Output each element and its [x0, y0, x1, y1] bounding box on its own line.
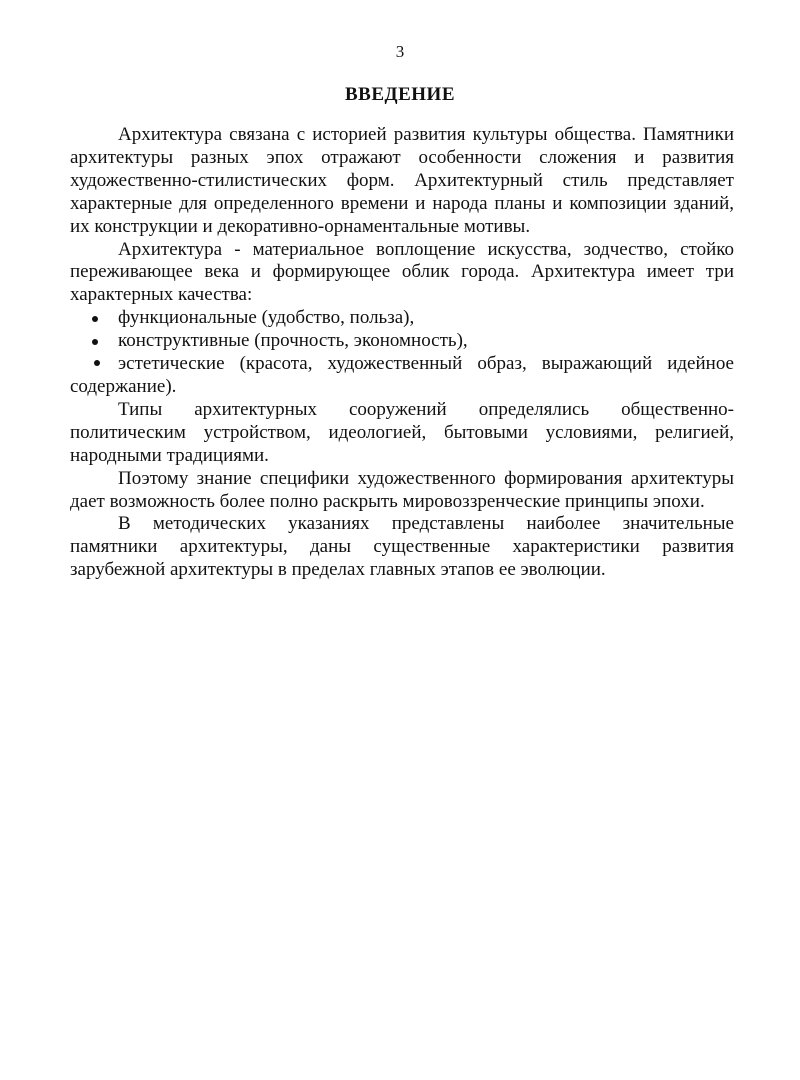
list-item-aesthetic: [70, 353, 734, 399]
paragraph-4: Поэтому знание специфики художественного формирования архитектуры дает возможность более полно раскрыть мировоззренческие принципы эпохи.: [70, 467, 734, 512]
paragraph-1: Архитектура связана с историей развития культуры общества. Памятники архитектуры разных эпох отражают особенности сложения и развития художественно-стилистических форм. Архитектурный стиль представляет характерные для определенного времени и народа планы и композиции зданий, их конструкции и декоративно-орнаментальные мотивы.: [70, 124, 734, 237]
body-text: [70, 124, 734, 582]
list-item-text: конструктивные (прочность, экономность),: [118, 330, 468, 352]
bullet-icon: [92, 339, 98, 345]
paragraph-2: Архитектура - материальное воплощение искусства, зодчество, стойко переживающее века и формирующее облик города. Архитектура имеет три характерных качества:: [70, 238, 734, 306]
bullet-icon: [94, 360, 100, 366]
page-number: 3: [395, 42, 405, 61]
list-item-text: эстетические (красота, художественный образ, выражающий идейное содержание).: [70, 353, 734, 397]
list-item-functional: [70, 307, 734, 330]
page-title: ВВЕДЕНИЕ: [345, 84, 455, 105]
bullet-icon: [92, 316, 98, 322]
paragraph-3: Типы архитектурных сооружений определялись общественно-политическим устройством, идеологией, бытовыми условиями, религией, народными традициями.: [70, 398, 734, 466]
list-item-text: функциональные (удобство, польза),: [118, 307, 415, 329]
list-item-constructive: [70, 330, 734, 353]
paragraph-5: В методических указаниях представлены наиболее значительные памятники архитектуры, даны существенные характеристики развития зарубежной архитектуры в пределах главных этапов ее эволюции.: [70, 513, 734, 581]
qualities-list: [70, 307, 734, 399]
